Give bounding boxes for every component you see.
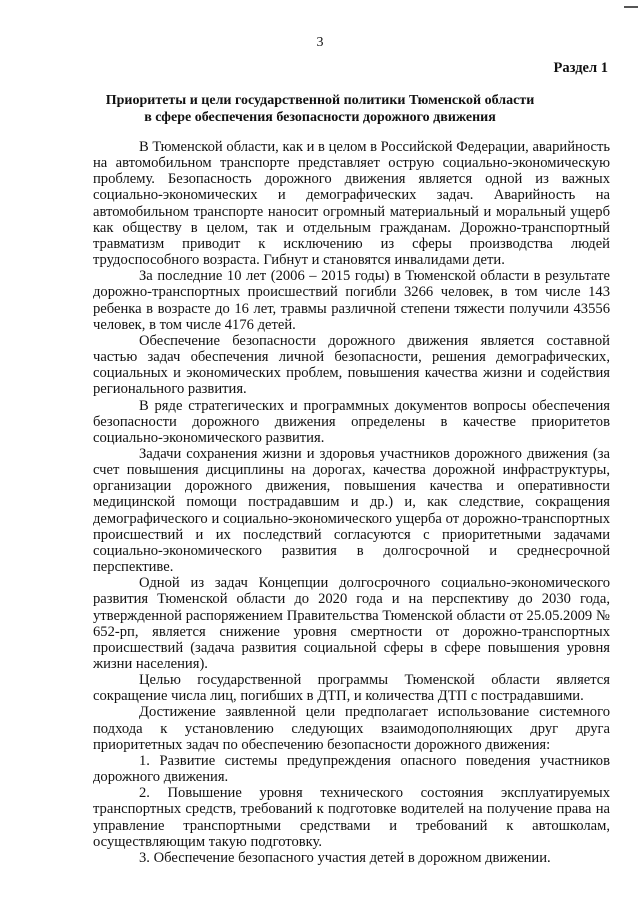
paragraph: За последние 10 лет (2006 – 2015 годы) в Тюменской области в результате дорожно-транспортных происшествий погибли 3266 человек, в том числе 143 ребенка в возрасте до 16 лет, травмы различной степени тяжести получили 43556 человек, в том числе 4176 детей. xyxy=(93,268,610,333)
list-item: 1. Развитие системы предупреждения опасного поведения участников дорожного движения. xyxy=(93,752,610,786)
list-item: 3. Обеспечение безопасного участия детей в дорожном движении. xyxy=(139,849,551,866)
paragraph: В ряде стратегических и программных документов вопросы обеспечения безопасности дорожного движения определены в качестве приоритетов социально-экономического развития. xyxy=(93,397,610,446)
list-item: 2. Повышение уровня технического состояния эксплуатируемых транспортных средств, требований к подготовке водителей на получение права на управление транспортными средствами и требований к автошколам, осуществляющим такую подготовку. xyxy=(93,785,610,850)
document-title xyxy=(60,92,580,126)
paragraph: Достижение заявленной цели предполагает использование системного подхода к установлению следующих взаимодополняющих друг друга приоритетных задач по обеспечению безопасности дорожного движения: xyxy=(93,704,610,753)
page-number: 3 xyxy=(316,35,324,50)
section-label: Раздел 1 xyxy=(553,60,608,76)
paragraph: В Тюменской области, как и в целом в Российской Федерации, аварийность на автомобильном транспорте представляет острую социально-экономическую проблему. Безопасность дорожного движения является одной из важных социально-экономических и демографических задач. Аварийность на автомобильном транспорте наносит огромный материальный и моральный ущерб как обществу в целом, так и отдельным гражданам. Дорожно-транспортный травматизм приводит к исключению из сферы производства людей трудоспособного возраста. Гибнут и становятся инвалидами дети. xyxy=(93,139,610,269)
body-text xyxy=(93,139,610,866)
title-line-1: Приоритеты и цели государственной политики Тюменской области xyxy=(105,93,535,108)
title-line-2: в сфере обеспечения безопасности дорожного движения xyxy=(144,110,496,125)
paragraph: Обеспечение безопасности дорожного движения является составной частью задач обеспечения личной безопасности, решения демографических, социальных и экономических проблем, повышения качества жизни и содействия регионального развития. xyxy=(93,332,610,398)
corner-mark xyxy=(624,0,638,8)
paragraph: Задачи сохранения жизни и здоровья участников дорожного движения (за счет повышения дисциплины на дорогах, качества дорожной инфраструктуры, организации дорожного движения, повышения качества и оперативности медицинской помощи пострадавшим и др.) и, как следствие, сокращения демографического и социально-экономического ущерба от дорожно-транспортных происшествий и их последствий согласуются с приоритетными задачами социально-экономического развития в долгосрочной и среднесрочной перспективе. xyxy=(93,445,610,576)
paragraph: Целью государственной программы Тюменской области является сокращение числа лиц, погибших в ДТП, и количества ДТП с пострадавшими. xyxy=(93,672,610,705)
paragraph: Одной из задач Концепции долгосрочного социально-экономического развития Тюменской области до 2020 года и на перспективу до 2030 года, утвержденной распоряжением Правительства Тюменской области от 25.05.2009 № 652-рп, является снижение уровня смертности от дорожно-транспортных происшествий (задача развития социальной сферы в сфере повышения уровня жизни населения). xyxy=(93,575,610,672)
